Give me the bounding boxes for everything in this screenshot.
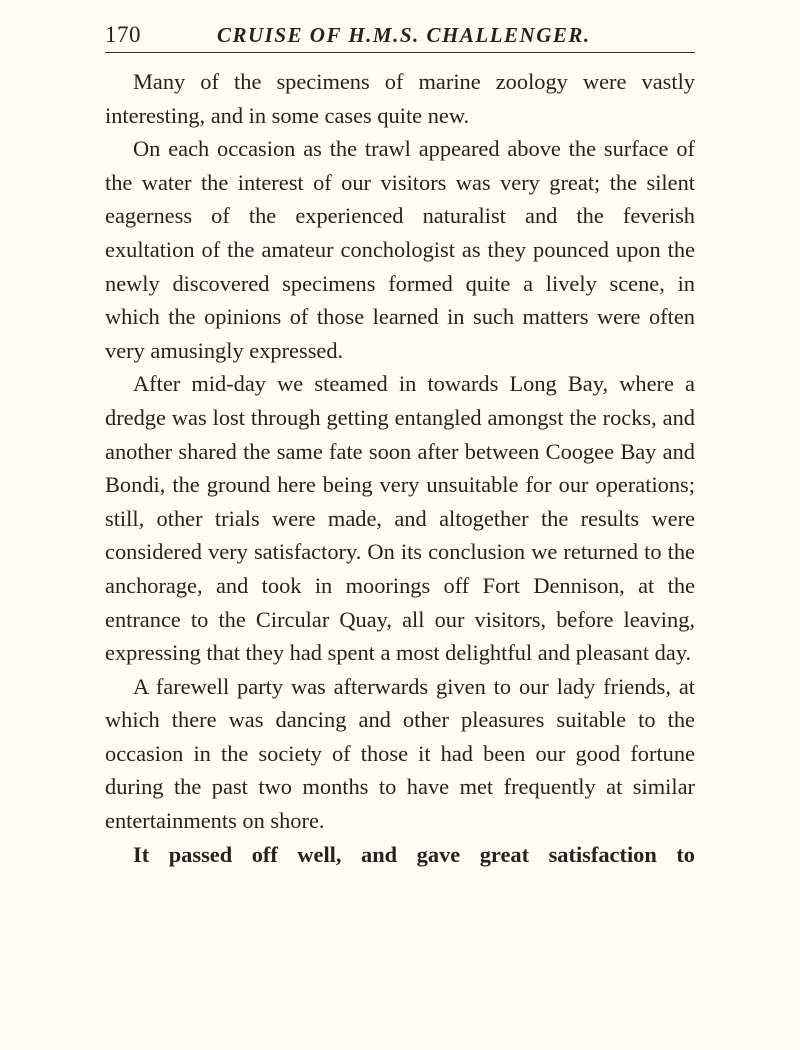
paragraph-farewell-party: A farewell party was afterwards given to our lady friends, at which there was dancing and other pleasures suitable to the occasion in the society of those it had been our good fortune during the past two months to have met frequently at similar entertainments on shore. xyxy=(105,673,695,834)
paragraph-specimens: Many of the specimens of marine zoology were vastly interesting, and in some cases quite new. xyxy=(105,69,695,128)
paragraph-continuation: It passed off well, and gave great satisfaction to xyxy=(133,841,695,867)
paragraph-trawl: On each occasion as the trawl appeared above the surface of the water the interest of our visitors was very great; the silent eagerness of the experienced naturalist and the feverish exultation of the amateur conchologist as they pounced upon the newly discovered specimens formed quite a lively scene, in which the opinions of those learned in such matters were often very amusingly expressed. xyxy=(105,136,695,363)
running-title: CRUISE OF H.M.S. CHALLENGER. xyxy=(217,23,591,47)
body-text xyxy=(105,65,695,871)
paragraph-long-bay: After mid-day we steamed in towards Long Bay, where a dredge was lost through getting entangled amongst the rocks, and another shared the same fate soon after between Coogee Bay and Bondi, the ground here being very unsuitable for our operations; still, other trials were made, and altogether the results were considered very satisfactory. On its conclusion we returned to the anchorage, and took in moorings off Fort Dennison, at the entrance to the Circular Quay, all our visitors, before leaving, expressing that they had spent a most delightful and pleasant day. xyxy=(105,371,695,666)
page-number: 170 xyxy=(105,22,141,47)
running-head xyxy=(105,18,695,53)
